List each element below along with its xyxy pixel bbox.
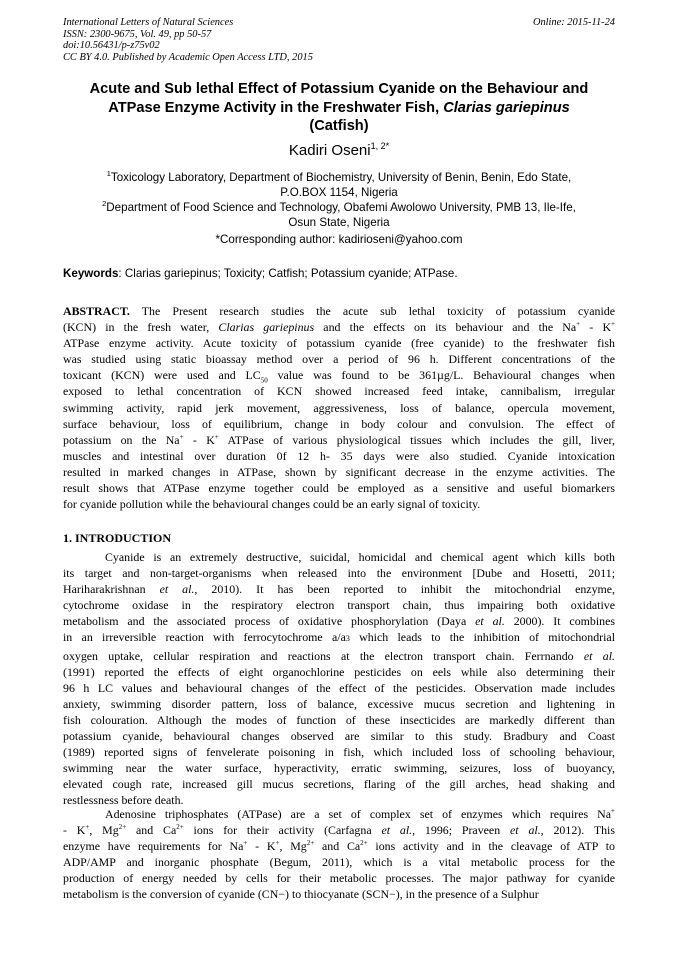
affiliation-1-num: 1 (106, 169, 111, 178)
introduction-paragraph-2 (63, 806, 615, 903)
text-line: Hariharakrishnan et al., 2010). It has been reported to inhibit the mitochondrial enzyme, (63, 582, 616, 597)
text-line: result shows that ATPase enzyme together could be employed as a sensitive and useful biomarkers (63, 481, 615, 496)
online-date: Online: 2015-11-24 (532, 17, 615, 28)
text-line: enzyme have requirements for Na+ - K+, $Mg^{2+}$ and $Ca^{2+}$ ions activity and in the cleavage of ATP to (63, 839, 615, 854)
keywords-text: : Clarias gariepinus; Toxicity; Catfish; Potassium cyanide; ATPase. (118, 267, 458, 280)
journal-license: CC BY 4.0. Published by Academic Open Access LTD, 2015 (63, 51, 313, 63)
text-line: resulted in marked changes in ATPase, shown by significant decrease in the enzyme activities. The (63, 464, 615, 479)
journal-info (63, 17, 313, 63)
text-line: cytochrome oxidase in the respiratory electron transport chain, thus impairing both oxidative (63, 598, 615, 613)
text-line: potassium cyanide, behavioural changes observed are similar to this study. Bradbury and Coast (63, 729, 615, 744)
journal-name: International Letters of Natural Sciences (63, 17, 234, 28)
title-line-3: (Catfish) (309, 118, 369, 135)
title-line-2-text: ATPase Enzyme Activity in the Freshwater Fish, (108, 99, 444, 116)
keywords-label: Keywords (63, 267, 119, 280)
text-line: oxygen uptake, cellular respiration and reactions at the electron transport chain. Ferrnando et al. (63, 648, 615, 663)
title-line-1: Acute and Sub lethal Effect of Potassium Cyanide on the Behaviour and (89, 81, 589, 97)
title-line-2 (60, 99, 618, 118)
text-line: production of energy needed by cells for their metabolic processes. The major pathway for cyanide (63, 871, 615, 886)
text-line: swimming near the water surface, hyperactivity, erratic swimming, seizures, loss of buoyancy, (63, 761, 615, 776)
title-species: Clarias gariepinus (443, 99, 570, 116)
text-line: was studied using static bioassay method over a period of 96 h. Different concentrations of the (63, 352, 615, 367)
text-line: Adenosine triphosphates (ATPase) are a set of complex set of enzymes which requires Na+ (105, 807, 615, 821)
author-marks: 1, 2* (370, 141, 390, 151)
text-line: in an irreversible reaction with ferrocytochrome a/a3 which leads to the inhibition of mitochondrial (63, 630, 615, 645)
text-line: 96 h LC values and behavioural changes of the effect of the pesticides. Observation made includes (63, 680, 615, 695)
affiliation-2 (60, 196, 618, 230)
text-line: (KCN) in the fresh water, Clarias gariepinus and the effects on its behaviour and the Na+ - K+ (63, 320, 615, 335)
affiliation-2-line-2: Osun State, Nigeria (288, 215, 390, 229)
text-line: elevated cough rate, increased gill mucus secretions, flaring of the gill arches, head shaking and (63, 777, 615, 792)
text-line: metabolism is the conversion of cyanide (CN−) to thiocyanate (SCN−), in the presence of a Sulphur (63, 887, 539, 902)
author-name: Kadiri Oseni (288, 142, 371, 159)
affiliation-2-line-1 (60, 196, 618, 215)
affiliation-1 (60, 166, 618, 200)
text-line: potassium on the Na+ - K+ ATPase of various physiological tissues which includes the gill, liver, (63, 432, 615, 447)
text-line: ADP/AMP and inorganic phosphate (Begum, 2011), which is a vital metabolic process for the (63, 855, 615, 870)
text-line: ABSTRACT. The Present research studies the acute sub lethal toxicity of potassium cyanide (63, 304, 615, 318)
keywords (63, 266, 615, 281)
text-line: metabolism and the associated process of oxidative phosphorylation (Daya et al. 2000). It combines (63, 614, 616, 629)
text-line: restlessness before death. (63, 793, 184, 808)
journal-issn: ISSN: 2300-9675, Vol. 49, pp 50-57 (63, 28, 212, 40)
affiliation-2-num: 2 (102, 199, 107, 208)
text-line: its target and non-target-organisms when released into the environment [Dube and Hosetti, 2011; (63, 566, 615, 581)
abstract-label: ABSTRACT. (63, 304, 130, 318)
paper-title (60, 80, 618, 136)
text-line: ATPase enzyme activity. Acute toxicity of potassium cyanide (free cyanide) to the freshwater fish (63, 336, 615, 351)
affiliation-1-line-2: P.O.BOX 1154, Nigeria (280, 185, 398, 199)
affiliation-1-line-1 (60, 166, 618, 185)
text-line: anxiety, swimming disorder pattern, loss of balance, excessive mucus secretion and lightening in (63, 696, 615, 711)
text-line: for cyanide pollution while the behavioural changes could be an early signal of toxicity. (63, 497, 481, 512)
text-line: toxicant (KCN) were used and $LC_{50}$ value was found to be 361µg/L. Behavioural changes when (63, 368, 616, 385)
text-line: Cyanide is an extremely destructive, suicidal, homicidal and chemical agent which kills both (105, 550, 615, 564)
affiliation-1-text: Toxicology Laboratory, Department of Biochemistry, University of Benin, Benin, Edo State, (110, 170, 572, 184)
text-line: swimming activity, rapid jerk movement, aggressiveness, loss of balance, opercula movement, (63, 400, 615, 415)
text-line: fish colouration. Although the modes of function of these insecticides are markedly different than (63, 712, 615, 727)
abstract (63, 303, 615, 512)
journal-doi[interactable]: doi:10.56431/p-z75v02 (63, 40, 160, 52)
text-line: (1989) reported signs of fenvelerate poisoning in fish, which included loss of schooling behaviour, (63, 745, 615, 760)
section-heading-introduction: 1. INTRODUCTION (63, 531, 172, 545)
introduction-paragraph-1 (63, 549, 615, 809)
text-line: muscles and intestinal over duration 0f 12 h- 35 days were also studied. Cyanide intoxication (63, 448, 615, 463)
text-line: surface behaviour, loss of equilibrium, change in body colour and convulsion. The effect of (63, 416, 615, 431)
text-line: exposed to lethal concentration of KCN showed increased feed intake, cannibalism, irregular (63, 384, 615, 399)
text-line: - K+, $Mg^{2+}$ and $Ca^{2+}$ ions for their activity (Carfagna et al., 1996; Praveen et al., 2012). This (63, 823, 615, 838)
affiliation-2-text: Department of Food Science and Technology, Obafemi Awolowo University, PMB 13, Ile-Ife, (106, 200, 576, 214)
author (60, 137, 618, 160)
text-line: (1991) reported the effects of eight organochlorine pesticides on eels while also determining their (63, 664, 615, 679)
corresponding-author[interactable]: *Corresponding author: kadirioseni@yahoo.com (215, 233, 463, 246)
